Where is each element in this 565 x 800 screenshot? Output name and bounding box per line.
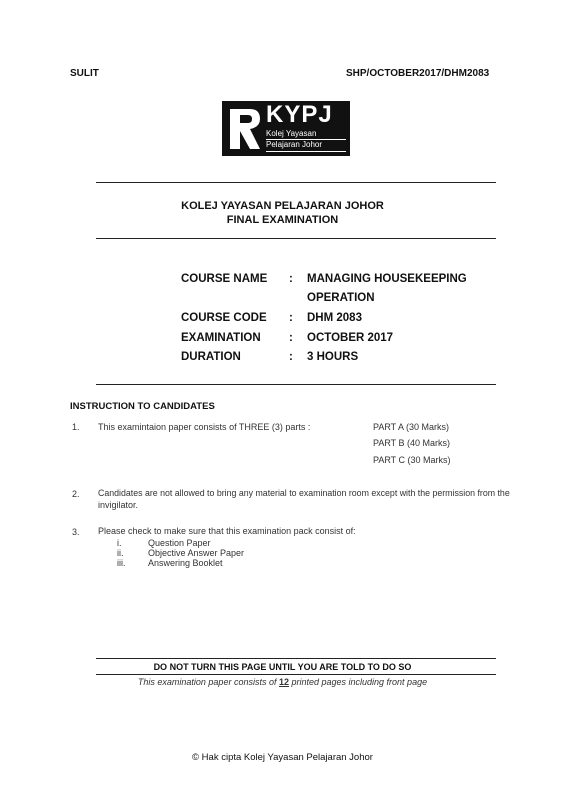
- separator: :: [289, 312, 293, 324]
- page-count-note: [0, 677, 565, 687]
- logo-line-2: Pelajaran Johor: [266, 140, 323, 149]
- examination-value: OCTOBER 2017: [307, 332, 394, 344]
- course-name-value: MANAGING HOUSEKEEPING: [307, 273, 467, 285]
- header-classification: SULIT: [70, 68, 99, 79]
- logo-divider: [266, 151, 346, 152]
- kypj-logo-mark-icon: [228, 107, 262, 151]
- page-count-suffix: printed pages including front page: [288, 677, 428, 687]
- instruction-number: 2.: [72, 489, 80, 499]
- instruction-text: This examintaion paper consists of THREE (3) parts :: [98, 422, 311, 432]
- instruction-text: Please check to make sure that this examination pack consist of:: [98, 526, 356, 536]
- examination-label: EXAMINATION: [181, 332, 261, 344]
- logo-acronym: KYPJ: [266, 101, 333, 128]
- separator: :: [289, 351, 293, 363]
- separator: :: [289, 273, 293, 285]
- part-a: PART A (30 Marks): [373, 422, 450, 432]
- pack-item-text: Objective Answer Paper: [148, 548, 245, 558]
- institution-name: KOLEJ YAYASAN PELAJARAN JOHOR: [181, 200, 384, 212]
- logo-line-1: Kolej Yayasan: [266, 129, 317, 138]
- header-document-code: SHP/OCTOBER2017/DHM2083: [346, 68, 490, 79]
- instruction-text: Candidates are not allowed to bring any material to examination room except with the permission from the: [98, 488, 510, 498]
- divider-bottom: [96, 384, 496, 385]
- pack-item-text: Answering Booklet: [148, 558, 223, 568]
- instruction-text-cont: invigilator.: [98, 500, 139, 510]
- course-name-value-cont: OPERATION: [307, 292, 375, 304]
- exam-title: FINAL EXAMINATION: [226, 214, 339, 226]
- page-count-prefix: This examination paper consists of: [137, 677, 279, 687]
- pack-item-number: i.: [117, 538, 122, 548]
- separator: :: [289, 332, 293, 344]
- divider-footer-top: [96, 658, 496, 659]
- divider-footer-bottom: [96, 674, 496, 675]
- instruction-number: 1.: [72, 422, 80, 432]
- duration-label: DURATION: [181, 351, 241, 363]
- divider-middle: [96, 238, 496, 239]
- page-count-number: 12: [278, 677, 289, 687]
- instructions-title: INSTRUCTION TO CANDIDATES: [70, 401, 215, 412]
- kypj-logo: [222, 101, 350, 156]
- footer-warning: DO NOT TURN THIS PAGE UNTIL YOU ARE TOLD TO DO SO: [153, 662, 412, 672]
- course-code-value: DHM 2083: [307, 312, 362, 324]
- divider-top: [96, 182, 496, 183]
- pack-item-text: Question Paper: [148, 538, 211, 548]
- course-name-label: COURSE NAME: [181, 273, 268, 285]
- pack-item-number: ii.: [117, 548, 124, 558]
- copyright: © Hak cipta Kolej Yayasan Pelajaran Johor: [192, 752, 373, 763]
- part-c: PART C (30 Marks): [373, 455, 451, 465]
- instruction-number: 3.: [72, 527, 80, 537]
- part-b: PART B (40 Marks): [373, 438, 451, 448]
- course-code-label: COURSE CODE: [181, 312, 267, 324]
- duration-value: 3 HOURS: [307, 351, 359, 363]
- pack-item-number: iii.: [117, 558, 126, 568]
